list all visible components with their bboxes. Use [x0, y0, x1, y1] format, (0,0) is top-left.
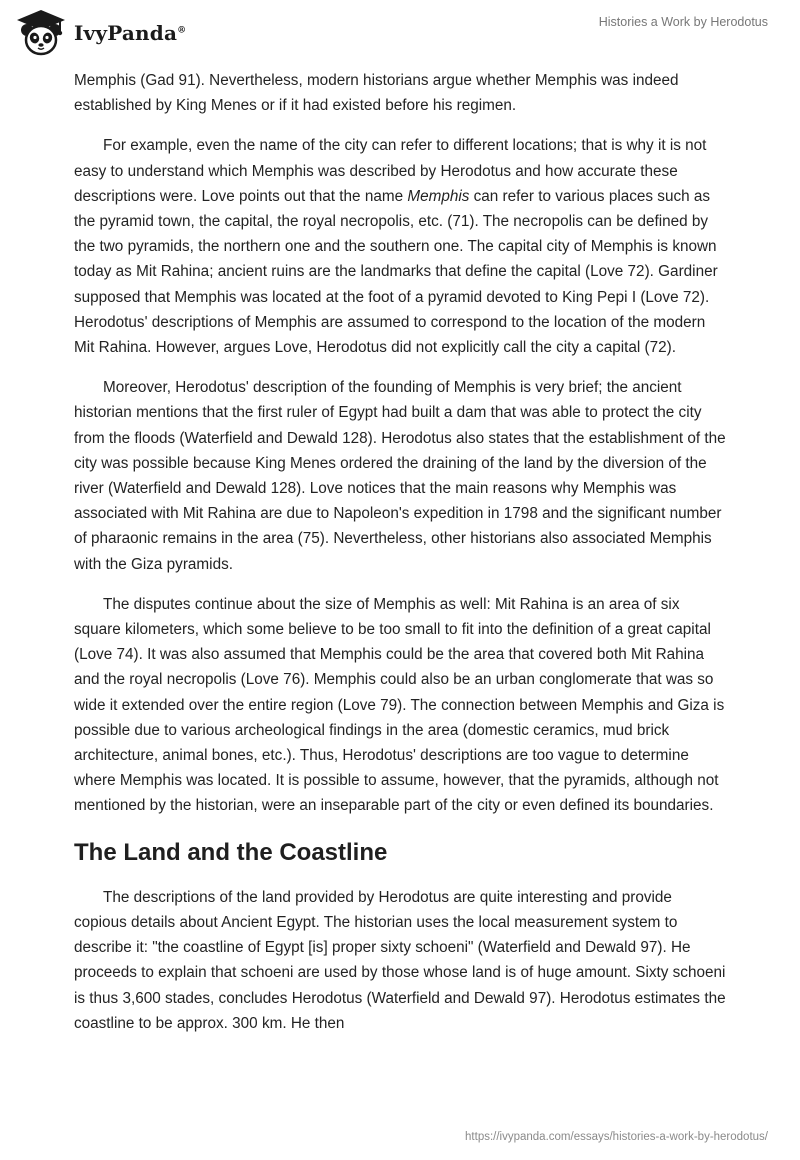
- footer-url[interactable]: https://ivypanda.com/essays/histories-a-work-by-herodotus/: [465, 1131, 768, 1143]
- paragraph-5: The descriptions of the land provided by Herodotus are quite interesting and provide copious details about Ancient Egypt. The historian uses the local measurement system to describe it: "the coastline of Egypt [is] proper sixty schoeni" (Waterfield and Dewald 97). He proceeds to explain that schoeni are used by those whose land is of huge amount. Sixty schoeni is thus 3,600 stades, concludes Herodotus (Waterfield and Dewald 97). Herodotus estimates the coastline to be approx. 300 km. He then: [74, 888, 726, 1032]
- paragraph-2-text-b: can refer to various places such as the pyramid town, the capital, the royal necropolis, etc. (71). The necropolis can be defined by the two pyramids, the northern one and the southern one. The capital city of Memphis is known today as Mit Rahina; ancient ruins are the landmarks that define the capital (Love 72). Gardiner supposed that Memphis was located at the foot of a pyramid devoted to King Pepi I (Love 72). Herodotus' descriptions of Memphis are assumed to correspond to the location of the modern Mit Rahina. However, argues Love, Herodotus did not explicitly call the city a capital (72).: [74, 187, 718, 357]
- paragraph-2-text-a: For example, even the name of the city can refer to different locations; that is why it is not easy to understand which Memphis was described by Herodotus and how accurate these descriptions were. Love points out that the name: [74, 137, 707, 205]
- registered-mark: ®: [177, 25, 187, 36]
- paragraph-4: The disputes continue about the size of Memphis as well: Mit Rahina is an area of six square kilometers, which some believe to be too small to fit into the definition of a great capital (Love 74). It was also assumed that Memphis could be the area that covered both Mit Rahina and the royal necropolis (Love 76). Memphis could also be an urban conglomerate that was so wide it extended over the entire region (Love 79). The connection between Memphis and Giza is possible due to various archeological findings in the area (domestic ceramics, mud brick architecture, animal bones, etc.). Thus, Herodotus' descriptions are too vague to determine where Memphis was located. It is possible to assume, however, that the pyramids, although not mentioned by the historian, were an inseparable part of the city or even defined its boundaries.: [74, 595, 725, 815]
- brand-name: IvyPanda®: [74, 21, 187, 45]
- paragraph-2-italic: Memphis: [407, 187, 470, 205]
- paragraph-3: Moreover, Herodotus' description of the founding of Memphis is very brief; the ancient historian mentions that the first ruler of Egypt had built a dam that was able to protect the city from the floods (Waterfield and Dewald 128). Herodotus also states that the establishment of the city was possible because King Menes ordered the draining of the land by the diversion of the river (Waterfield and Dewald 128). Love notices that the main reasons why Memphis was associated with Mit Rahina are due to Napoleon's expedition in 1798 and the significant number of pharaonic remains in the area (75). Nevertheless, other historians also associated Memphis with the Giza pyramids.: [74, 379, 726, 573]
- ivypanda-logo[interactable]: [14, 8, 186, 58]
- panda-graduation-cap-icon: [14, 8, 68, 58]
- paragraph-intro: Memphis (Gad 91). Nevertheless, modern historians argue whether Memphis was indeed established by King Menes or if it had existed before his regimen.: [74, 72, 679, 115]
- page-header: [0, 0, 800, 64]
- paragraph-2: [74, 133, 726, 360]
- section-heading: The Land and the Coastline: [74, 838, 388, 866]
- essay-body: [74, 68, 726, 1051]
- document-title: Histories a Work by Herodotus: [598, 15, 768, 29]
